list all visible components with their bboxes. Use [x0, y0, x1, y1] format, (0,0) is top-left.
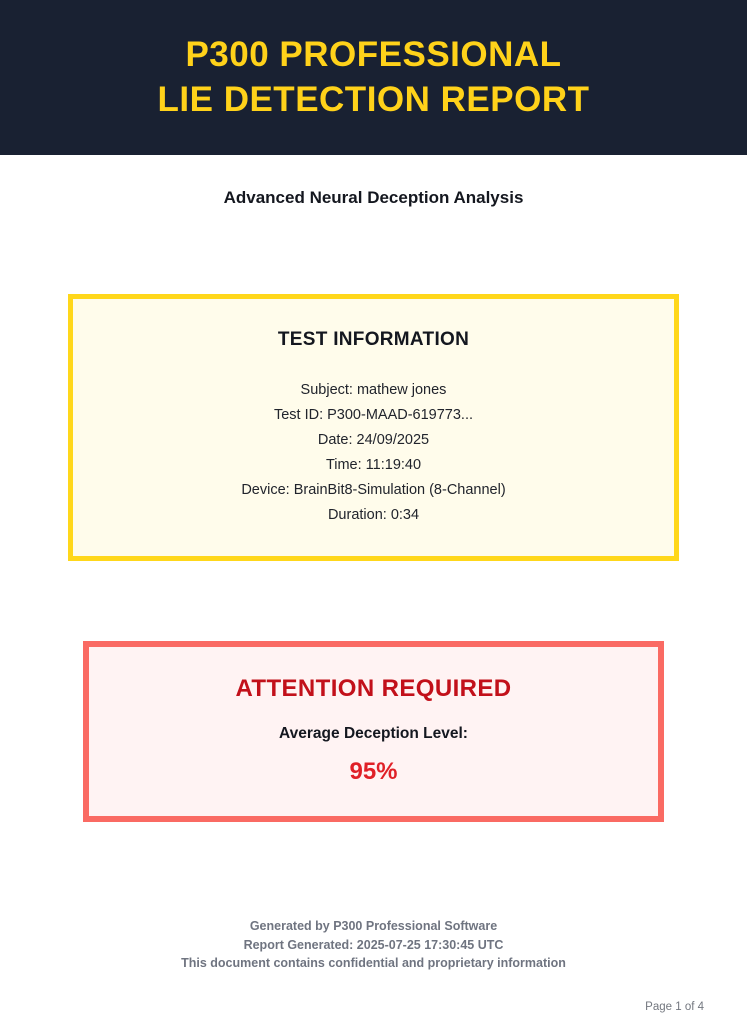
report-title-line-1: P300 PROFESSIONAL [185, 34, 562, 74]
attention-required-panel [83, 641, 664, 822]
test-info-time: Time: 11:19:40 [325, 456, 422, 473]
footer-confidentiality-notice: This document contains confidential and proprietary information [181, 956, 566, 971]
test-info-date: Date: 24/09/2025 [317, 431, 430, 448]
report-footer [0, 917, 747, 973]
average-deception-level-value: 95% [349, 757, 398, 785]
test-info-test-id: Test ID: P300-MAAD-619773... [273, 406, 474, 423]
report-header-banner [0, 0, 747, 155]
test-info-subject: Subject: mathew jones [300, 382, 447, 398]
footer-generated-timestamp: Report Generated: 2025-07-25 17:30:45 UTC [243, 937, 504, 952]
page-number: Page 1 of 4 [645, 1001, 704, 1013]
report-title-line-2: LIE DETECTION REPORT [157, 79, 590, 119]
test-information-title: TEST INFORMATION [277, 329, 470, 350]
test-info-device: Device: BrainBit8-Simulation (8-Channel) [241, 481, 506, 498]
attention-required-title: ATTENTION REQUIRED [235, 674, 512, 702]
test-info-duration: Duration: 0:34 [327, 506, 420, 523]
average-deception-level-label: Average Deception Level: [279, 724, 468, 742]
test-information-panel [68, 294, 679, 561]
report-subtitle: Advanced Neural Deception Analysis [223, 188, 524, 207]
footer-generated-by: Generated by P300 Professional Software [249, 918, 498, 933]
